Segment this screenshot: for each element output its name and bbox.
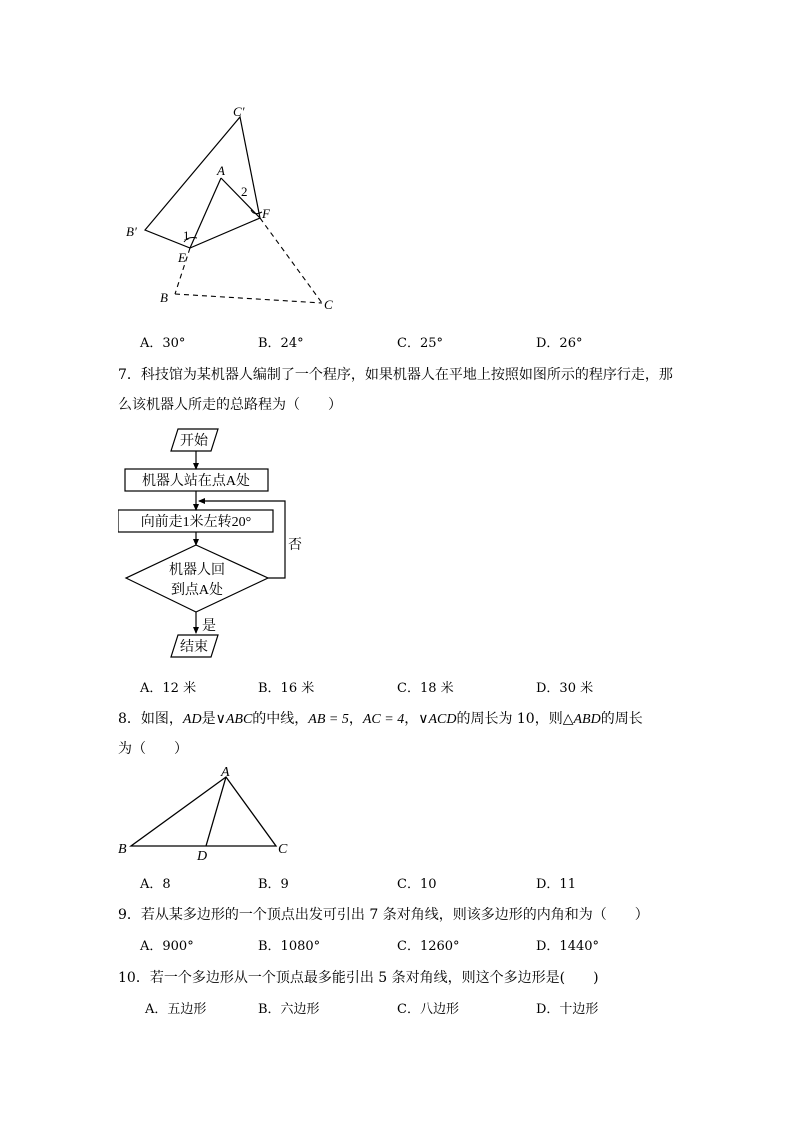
flow-no-label: 否 [288,538,302,553]
q6-label-Bprime: B′ [126,224,137,239]
q6-label-Cprime: C′ [233,104,245,119]
q8-math-triABD: △ABD [562,712,601,727]
q8-math-AB: AB = 5 [308,712,349,727]
q8-sep2: ， [404,711,419,727]
q8-label-D: D [197,849,208,864]
q6-option-a[interactable]: A．30° [140,336,186,351]
q8-figure [115,760,300,865]
q9-stem: 9．若从某多边形的一个顶点出发可引出 7 条对角线，则该多边形的内角和为（ ） [118,907,649,923]
flow-decision-shape [126,545,268,612]
q8-text-e: 的周长 [600,711,643,727]
q8-text-d: 的周长为 10，则 [456,711,563,727]
q8-text-a: 8．如图， [118,711,183,727]
q8-option-d[interactable]: D．11 [536,877,576,892]
q7-option-b[interactable]: B．16 米 [258,681,315,696]
q6-label-F: F [262,206,270,221]
q8-text-c: 的中线， [252,711,309,727]
q10-option-c[interactable]: C．八边形 [397,1002,459,1017]
q9-option-d[interactable]: D．1440° [536,939,600,954]
q9-option-b[interactable]: B．1080° [258,939,321,954]
q8-math-AC: AC = 4 [362,712,405,727]
q8-segment-AD [206,777,226,846]
q6-label-B: B [160,290,168,305]
q8-math-triACD: ∨ACD [418,712,457,727]
q7-option-d[interactable]: D．30 米 [536,681,594,696]
q8-option-a[interactable]: A．8 [140,877,171,892]
q9-option-c[interactable]: C．1260° [397,939,460,954]
q6-option-d[interactable]: D．26° [536,336,583,351]
flow-decision-line1: 机器人回 [169,563,225,578]
q6-option-c[interactable]: C．25° [397,336,443,351]
q6-figure [120,95,350,315]
q8-label-A: A [221,765,230,780]
q8-option-b[interactable]: B．9 [258,877,289,892]
q6-label-C: C [324,297,333,312]
q8-label-C: C [278,842,288,857]
flow-step2-label: 向前走1米左转20° [140,515,252,530]
q8-option-c[interactable]: C．10 [397,877,437,892]
q7-option-c[interactable]: C．18 米 [397,681,454,696]
q10-option-b[interactable]: B．六边形 [258,1002,320,1017]
q8-label-B: B [118,842,127,857]
q6-quad-BCFE [145,117,260,248]
q10-stem: 10．若一个多边形从一个顶点最多能引出 5 条对角线，则这个多边形是( ) [118,970,599,986]
flow-start-label: 开始 [180,434,208,449]
flow-end-label: 结束 [180,640,208,655]
q6-dash-FC [260,218,322,303]
q6-dash-BC [175,294,322,303]
q6-label-1: 1 [183,228,190,243]
q8-sep1: ， [348,711,363,727]
q7-option-a[interactable]: A．12 米 [140,681,197,696]
q8-triangle-ABC [131,777,276,846]
q7-stem-line1: 7．科技馆为某机器人编制了一个程序，如果机器人在平地上按照如图所示的程序行走，那 [118,367,673,383]
q6-label-2: 2 [241,184,248,199]
q8-math-AD: AD [182,712,202,727]
q6-label-A: A [217,163,225,178]
q10-option-a[interactable]: A．五边形 [145,1002,207,1017]
flow-decision-line2: 到点A处 [170,583,224,598]
q8-stem-line1 [118,708,643,728]
q7-flowchart [118,425,318,663]
q6-option-b[interactable]: B．24° [258,336,304,351]
q10-option-d[interactable]: D．十边形 [536,1002,599,1017]
flow-yes-label: 是 [202,619,216,634]
q6-label-E: E [178,250,186,265]
q8-stem-line2: 为（ ） [118,741,188,757]
flow-step1-label: 机器人站在点A处 [141,474,251,489]
q9-option-a[interactable]: A．900° [140,939,194,954]
q8-text-b: 是 [201,711,216,727]
q7-stem-line2: 么该机器人所走的总路程为（ ） [118,397,342,413]
q8-math-triABC: ∨ABC [215,712,253,727]
